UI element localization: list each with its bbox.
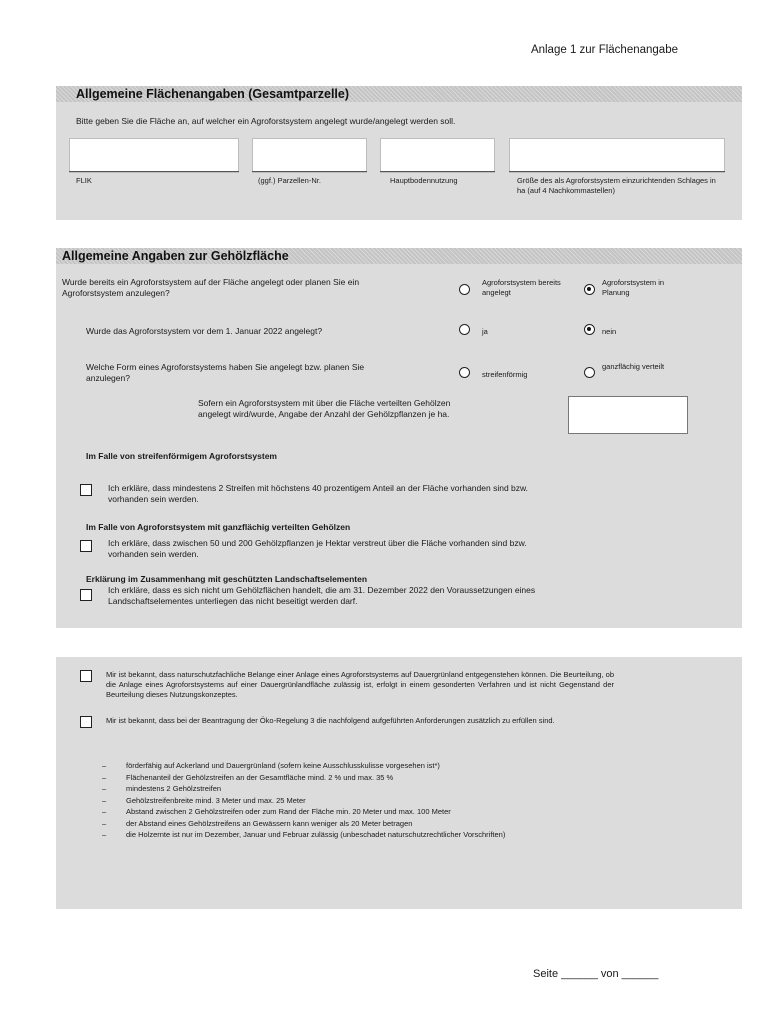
radio-in-planning[interactable] — [584, 284, 595, 295]
distributed-declaration-text: Ich erkläre, dass zwischen 50 und 200 Gehölzpflanzen je Hektar verstreut über die Fläche vorhanden sind bzw. vorhanden sein werden. — [108, 538, 527, 559]
list-item: – die Holzernte ist nur im Dezember, Januar und Februar zulässig (unbeschadet naturschutzrechtlicher Vorschriften) — [102, 830, 506, 839]
ack-grassland-text: Mir ist bekannt, dass naturschutzfachliche Belange einer Anlage eines Agroforstsystems auf Dauergrünland entgegenstehen können. Die Beurteilung, ob die Anlage eines Agroforstsystems auf einer Dauergrünlandfläche zulässig ist, erfolgt in einem gesonderten Verfahren und ist nicht Gegenstand der Beurteilung dieses Nutzungskonzeptes. — [106, 670, 614, 699]
plant-count-question: Sofern ein Agroforstsystem mit über die Fläche verteilten Gehölzen angelegt wird/wurde, Angabe der Anzahl der Gehölzpflanzen je ha. — [198, 398, 451, 419]
landscape-declaration-checkbox[interactable] — [80, 589, 92, 601]
list-item: – förderfähig auf Ackerland und Dauergrünland (sofern keine Ausschlusskulisse vorgesehen ist*) — [102, 761, 440, 770]
list-item: – Flächenanteil der Gehölzstreifen an der Gesamtfläche mind. 2 % und max. 35 % — [102, 772, 394, 782]
parcel-underline — [252, 171, 367, 172]
label-yes: ja — [482, 327, 488, 336]
annex-title: Anlage 1 zur Flächenangabe — [530, 44, 678, 56]
list-item: – Abstand zwischen 2 Gehölzstreifen oder zum Rand der Fläche min. 20 Meter und max. 100 Meter — [102, 807, 451, 816]
landscape-elements-heading: Erklärung im Zusammenhang mit geschützten Landschaftselementen — [86, 574, 368, 584]
question-agroforestry-form: Welche Form eines Agroforstsystems haben Sie angelegt bzw. planen Sie anzulegen? — [86, 362, 365, 383]
landscape-declaration-text: Ich erkläre, dass es sich nicht um Gehölzflächen handelt, die am 31. Dezember 2022 den Voraussetzungen eines Landschaftselementes unterliegen das nicht beseitigt werden darf. — [108, 585, 536, 606]
parcel-number-label: (ggf.) Parzellen-Nr. — [258, 176, 321, 185]
area-instruction: Bitte geben Sie die Fläche an, auf welcher ein Agroforstsystem angelegt wurde/angelegt werden soll. — [76, 116, 456, 126]
parcel-number-input[interactable] — [252, 138, 367, 173]
distributed-system-heading: Im Falle von Agroforstsystem mit ganzflächig verteilten Gehölzen — [86, 522, 351, 532]
section-woody-area-title: Allgemeine Angaben zur Gehölzfläche — [56, 248, 742, 264]
radio-yes[interactable] — [459, 324, 470, 335]
size-underline — [509, 171, 725, 172]
plot-size-label: Größe des als Agroforstsystem einzurichtenden Schlages in ha (auf 4 Nachkommastellen) — [517, 176, 716, 195]
label-fully-distributed: ganzflächig verteilt — [602, 362, 665, 371]
main-land-use-input[interactable] — [380, 138, 495, 173]
list-item: – Gehölzstreifenbreite mind. 3 Meter und max. 25 Meter — [102, 795, 306, 805]
label-no: nein — [602, 327, 617, 336]
flik-underline — [69, 171, 239, 172]
question-established-before-2022: Wurde das Agroforstsystem vor dem 1. Januar 2022 angelegt? — [86, 326, 323, 336]
list-item: – mindestens 2 Gehölzstreifen — [102, 784, 222, 793]
list-item: – der Abstand eines Gehölzstreifens an Gewässern kann weniger als 20 Meter betragen — [102, 818, 413, 828]
label-strip-shaped: streifenförmig — [482, 370, 528, 379]
question-agroforestry-status: Wurde bereits ein Agroforstsystem auf der Fläche angelegt oder planen Sie ein Agroforstsystem anzulegen? — [62, 277, 360, 298]
page-number: Seite ______ von ______ — [533, 968, 659, 980]
radio-fully-distributed[interactable] — [584, 367, 595, 378]
plot-size-input[interactable] — [509, 138, 725, 173]
section-woody-area — [56, 248, 742, 628]
land-use-underline — [380, 171, 495, 172]
strip-system-heading: Im Falle von streifenförmigem Agroforstsystem — [86, 451, 277, 461]
flik-label: FLIK — [76, 176, 92, 185]
distributed-declaration-checkbox[interactable] — [80, 540, 92, 552]
ack-eco-scheme-checkbox[interactable] — [80, 716, 92, 728]
radio-strip-shaped[interactable] — [459, 367, 470, 378]
ack-eco-scheme-text: Mir ist bekannt, dass bei der Beantragung der Öko-Regelung 3 die nachfolgend aufgeführten Anforderungen zusätzlich zu erfüllen sind. — [106, 716, 555, 725]
strip-declaration-text: Ich erkläre, dass mindestens 2 Streifen mit höchstens 40 prozentigem Anteil an der Fläche vorhanden sind bzw. vorhanden sein werden. — [108, 483, 529, 504]
plant-count-input[interactable] — [568, 396, 688, 434]
label-already-established: Agroforstsystem bereits angelegt — [482, 278, 561, 297]
main-land-use-label: Hauptbodennutzung — [390, 176, 458, 185]
requirements-list — [102, 760, 702, 841]
strip-declaration-checkbox[interactable] — [80, 484, 92, 496]
flik-input[interactable] — [69, 138, 239, 173]
radio-no[interactable] — [584, 324, 595, 335]
ack-grassland-checkbox[interactable] — [80, 670, 92, 682]
section-general-area-title: Allgemeine Flächenangaben (Gesamtparzelle) — [56, 86, 742, 102]
label-in-planning: Agroforstsystem in Planung — [602, 278, 665, 297]
radio-already-established[interactable] — [459, 284, 470, 295]
